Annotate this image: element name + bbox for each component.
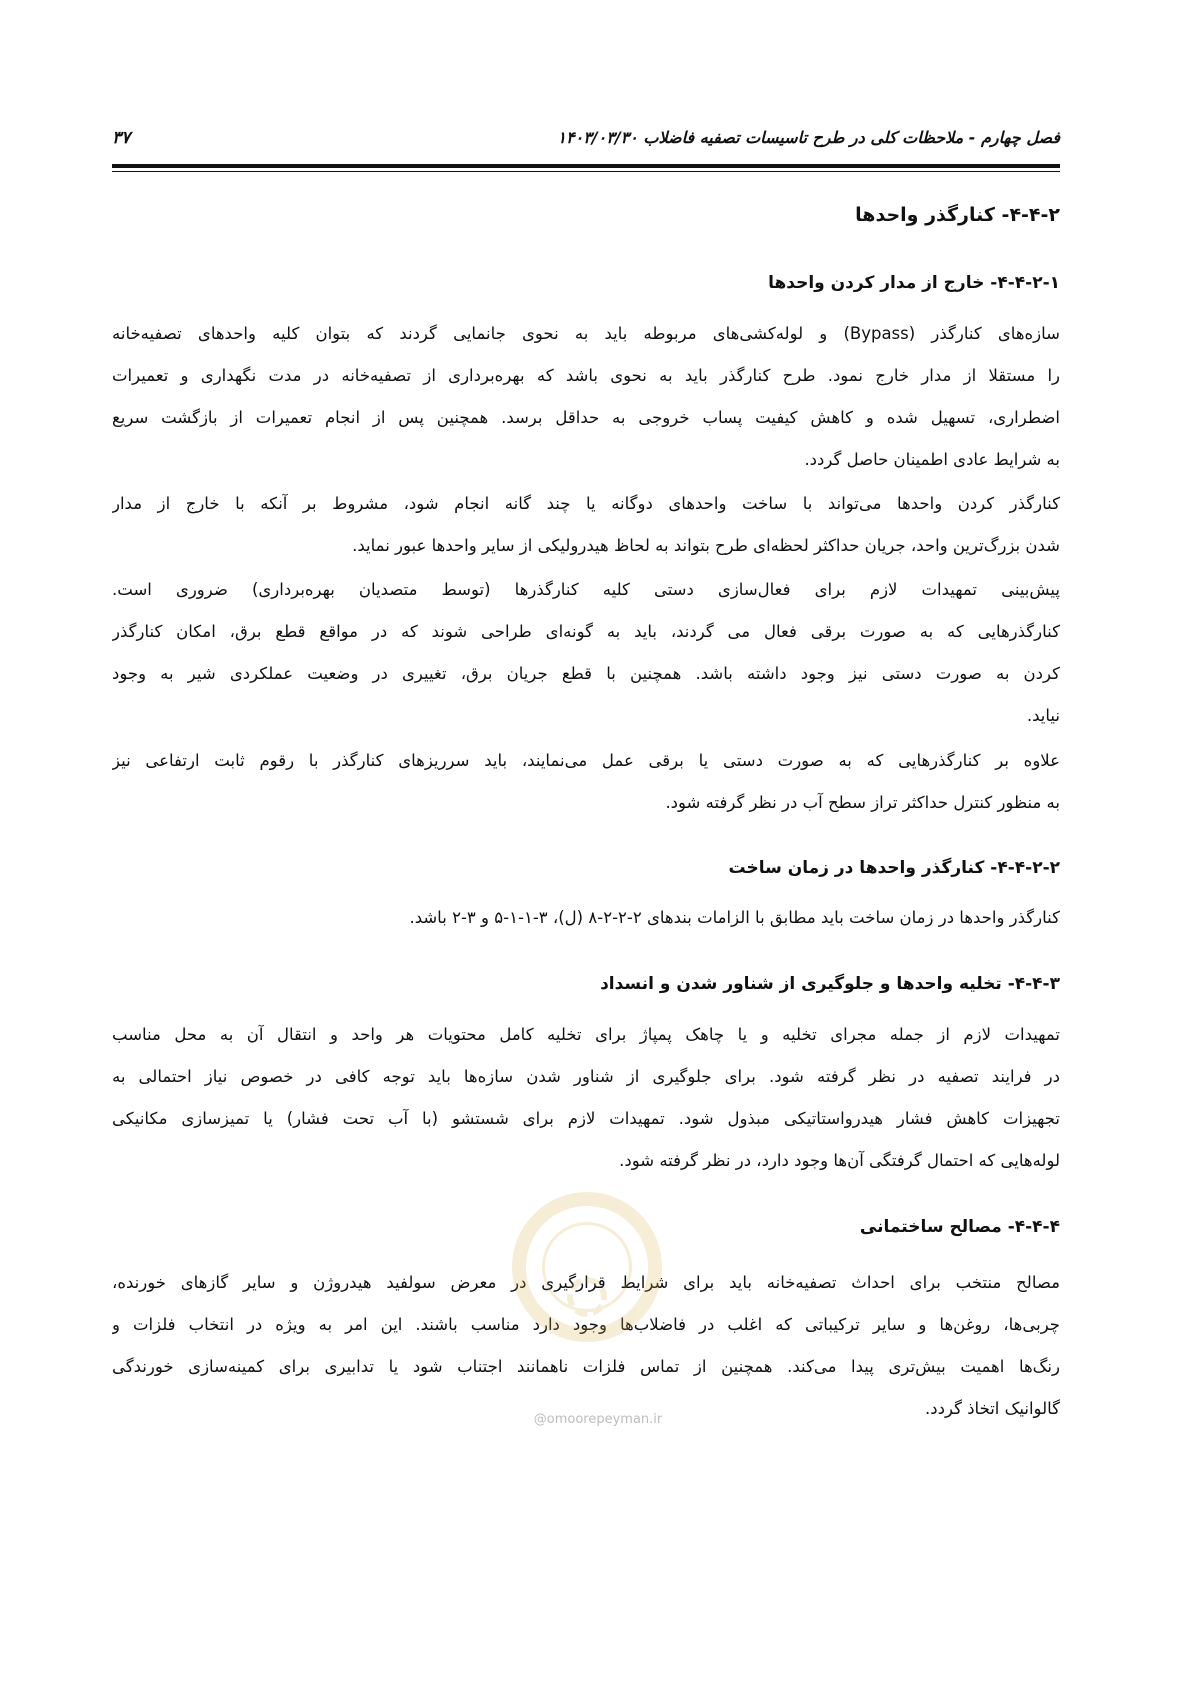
paragraph-duplicate-units: [112, 483, 1060, 567]
paragraph-materials: [112, 1262, 1060, 1430]
text-line: گالوانیک اتخاذ گردد.: [925, 1399, 1060, 1418]
heading-4-4-2-1: ۴-۴-۲-۱- خارج از مدار کردن واحدها: [768, 273, 1060, 293]
text-line: را مستقلا از مدار خارج نمود. طرح کنارگذر باید به نحوی باشد که بهره‌برداری از تصفیه‌خانه در مدت نگهداری و تعمیرات: [112, 366, 1060, 385]
text-line: شدن بزرگ‌ترین واحد، جریان حداکثر لحظه‌ای طرح بتواند به لحاظ هیدرولیکی از سایر واحدها عبور نماید.: [352, 536, 1060, 555]
text-line: پیش‌بینی تمهیدات لازم برای فعال‌سازی دستی کلیه کنارگذرها (توسط متصدیان بهره‌برداری) ضروری است.: [112, 580, 1060, 599]
text-line: نیاید.: [1026, 706, 1060, 725]
header-title: فصل چهارم - ملاحظات کلی در طرح تاسیسات تصفیه فاضلاب ۱۴۰۳/۰۳/۳۰: [557, 128, 1060, 147]
heading-4-4-2: ۴-۴-۲- کنارگذر واحدها: [855, 204, 1060, 226]
page-header: [112, 126, 1060, 160]
paragraph-bypass-structures: [112, 313, 1060, 481]
text-line: کنارگذرهایی که به صورت برقی فعال می گردند، باید به گونه‌ای طراحی شوند که در مواقع قطع برق، امکان کنارگذر: [112, 622, 1060, 641]
text-line: چربی‌ها، روغن‌ها و سایر ترکیباتی که اغلب در فاضلاب‌ها وجود دارد مناسب باشند. این امر به ویژه در انتخاب فلزات و: [112, 1315, 1060, 1334]
text-line: به منظور کنترل حداکثر تراز سطح آب در نظر گرفته شود.: [665, 793, 1060, 812]
text-line: کنارگذر واحدها در زمان ساخت باید مطابق با الزامات بندهای ۲-۲-۲-۸ (ل)، ۳-۱-۱-۵ و ۳-۲ باشد.: [409, 908, 1060, 927]
text-line: تجهیزات کاهش فشار هیدرواستاتیکی مبذول شود. تمهیدات لازم برای شستشو (با آب تحت فشار) یا تمیزسازی مکانیکی: [112, 1109, 1060, 1128]
heading-4-4-3: ۴-۴-۳- تخلیه واحدها و جلوگیری از شناور شدن و انسداد: [600, 974, 1060, 994]
text-line: در فرایند تصفیه در نظر گرفته شود. برای جلوگیری از شناور شدن سازه‌ها باید توجه کافی در خصوص نیاز احتمالی به: [112, 1067, 1060, 1086]
text-line: مصالح منتخب برای احداث تصفیه‌خانه باید برای شرایط قرارگیری در معرض سولفید هیدروژن و سایر گازهای خورنده،: [112, 1273, 1060, 1292]
paragraph-construction-bypass: [112, 897, 1060, 939]
page-number: ۳۷: [112, 128, 131, 148]
text-line: کردن به صورت دستی نیز وجود داشته باشد. همچنین با قطع جریان برق، تغییری در وضعیت عملکردی شیر به وجود: [112, 664, 1060, 683]
text-line: علاوه بر کنارگذرهایی که به صورت دستی یا برقی عمل می‌نمایند، باید سرریزهای کنارگذر با رقوم ثابت ارتفاعی نیز: [112, 751, 1060, 770]
text-line: رنگ‌ها اهمیت بیش‌تری پیدا می‌کند. همچنین از تماس فلزات ناهمانند اجتناب شود یا تدابیری برای کمینه‌سازی خورندگی: [112, 1357, 1060, 1376]
text-line: کنارگذر کردن واحدها می‌تواند با ساخت واحدهای دوگانه یا چند گانه انجام شود، مشروط بر آنکه با خارج از مدار: [112, 494, 1060, 513]
text-line: سازه‌های کنارگذر (Bypass) و لوله‌کشی‌های مربوطه باید به نحوی جانمایی گردند که بتوان کلیه واحدهای تصفیه‌خانه: [112, 324, 1060, 343]
heading-4-4-4: ۴-۴-۴- مصالح ساختمانی: [859, 1217, 1060, 1237]
text-line: به شرایط عادی اطمینان حاصل گردد.: [804, 450, 1060, 469]
text-line: اضطراری، تسهیل شده و کاهش کیفیت پساب خروجی به حداقل برسد. همچنین پس از انجام تعمیرات از بازگشت سریع: [112, 408, 1060, 427]
header-rule-thin: [112, 171, 1060, 172]
paragraph-drainage: [112, 1014, 1060, 1182]
watermark-url: @omoorepeyman.ir: [533, 1412, 663, 1427]
paragraph-overflow-weirs: [112, 740, 1060, 824]
text-line: تمهیدات لازم از جمله مجرای تخلیه و یا چاهک پمپاژ برای تخلیه کامل محتویات هر واحد و انتقال آن به محل مناسب: [112, 1025, 1060, 1044]
text-line: لوله‌هایی که احتمال گرفتگی آن‌ها وجود دارد، در نظر گرفته شود.: [619, 1151, 1060, 1170]
paragraph-manual-activation: [112, 569, 1060, 737]
heading-4-4-2-2: ۴-۴-۲-۲- کنارگذر واحدها در زمان ساخت: [728, 858, 1060, 878]
header-rule-thick: [112, 164, 1060, 168]
